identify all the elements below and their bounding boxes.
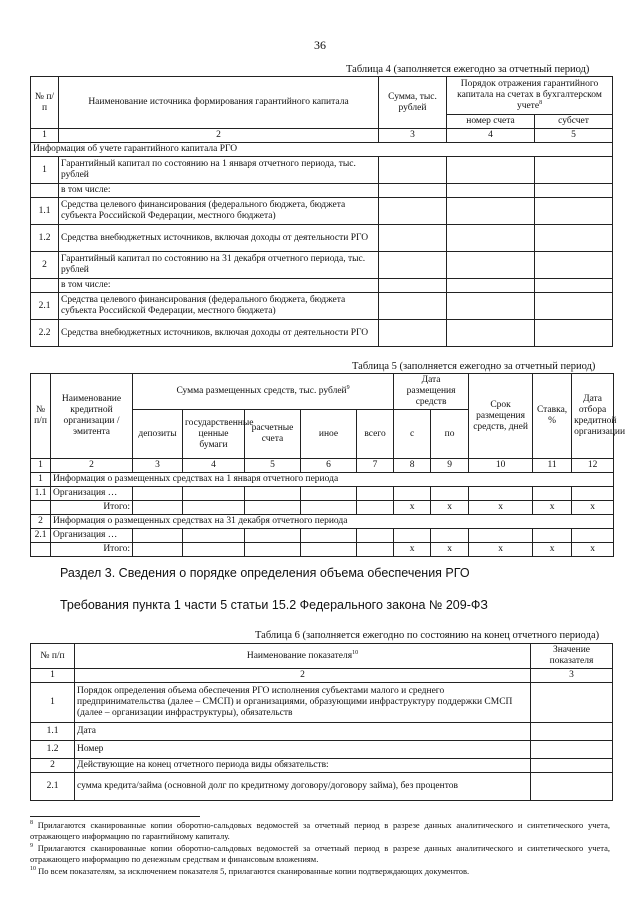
t6-header-name: Наименование показателя$^{10}$ xyxy=(75,644,531,669)
t5-cell-empty xyxy=(533,529,572,543)
t6-colnum: 2 xyxy=(75,669,531,683)
t6-cell-empty xyxy=(531,759,613,773)
t5-cell-empty xyxy=(301,501,357,515)
t4-cell-empty xyxy=(379,225,447,252)
t5-org-name: Организация … xyxy=(51,529,133,543)
t4-cell-empty xyxy=(535,225,613,252)
t4-row-name: Гарантийный капитал по состоянию на 31 декабря отчетного периода, тыс. рублей xyxy=(59,252,379,279)
t5-cell-empty xyxy=(572,487,614,501)
t4-cell-empty xyxy=(535,279,613,293)
t4-cell-empty xyxy=(447,225,535,252)
t5-header-total: всего xyxy=(357,410,394,459)
t4-cell-empty xyxy=(379,184,447,198)
t5-cell-empty xyxy=(394,487,431,501)
t4-cell-empty xyxy=(379,320,447,347)
t6-colnum: 1 xyxy=(31,669,75,683)
t4-cell-empty xyxy=(379,293,447,320)
t4-header-order: Порядок отражения гарантийного капитала на счетах в бухгалтерском учете$^8$ xyxy=(447,77,613,115)
table6 xyxy=(30,643,613,801)
t5-cell-empty xyxy=(301,487,357,501)
t5-cell-empty xyxy=(31,501,51,515)
t5-colnum: 2 xyxy=(51,459,133,473)
requirement-text: Требования пункта 1 части 5 статьи 15.2 Федерального закона № 209-ФЗ xyxy=(60,598,488,612)
t5-cell-empty xyxy=(357,529,394,543)
t5-cell-empty xyxy=(394,529,431,543)
t5-cell-empty xyxy=(245,487,301,501)
t4-cell-empty xyxy=(447,198,535,225)
t4-header-sum: Сумма, тыс. рублей xyxy=(379,77,447,129)
t4-cell-empty xyxy=(447,293,535,320)
t5-colnum: 8 xyxy=(394,459,431,473)
t4-row-no: 1.2 xyxy=(31,225,59,252)
t6-row-name: Порядок определения объема обеспечения РГО исполнения субъектами малого и среднего предпринимательства (далее – СМСП) и организациями, образующими инфраструктуру поддержки СМСП (далее – организации инфраструктуры), обязательств xyxy=(75,683,531,723)
t4-row-no: 2 xyxy=(31,252,59,279)
t5-header-rate: Ставка, % xyxy=(533,374,572,459)
t5-header-date: Дата размещения средств xyxy=(394,374,469,410)
table4 xyxy=(30,76,613,347)
t5-org-name: Организация … xyxy=(51,487,133,501)
t6-cell-empty xyxy=(531,773,613,801)
t4-row-name: в том числе: xyxy=(59,184,379,198)
t5-header-deposits: депозиты xyxy=(133,410,183,459)
t4-cell-empty xyxy=(379,157,447,184)
t5-cell-empty xyxy=(183,543,245,557)
t5-cell-empty xyxy=(133,501,183,515)
t5-header-from: с xyxy=(394,410,431,459)
t5-total-label: Итого: xyxy=(51,543,133,557)
t4-cell-empty xyxy=(535,252,613,279)
t6-row-no: 1 xyxy=(31,683,75,723)
footnote: $^{10}$ По всем показателям, за исключением показателя 5, прилагаются сканированные копии подтверждающих документов. xyxy=(30,866,470,876)
t4-info-row: Информация об учете гарантийного капитала РГО xyxy=(31,143,613,157)
table5 xyxy=(30,373,626,557)
t4-row-no: 2.1 xyxy=(31,293,59,320)
section-title: Раздел 3. Сведения о порядке определения объема обеспечения РГО xyxy=(60,566,470,580)
t5-cell-empty xyxy=(357,543,394,557)
t5-info-no: 1 xyxy=(31,473,51,487)
t5-colnum: 10 xyxy=(469,459,533,473)
t5-colnum: 1 xyxy=(31,459,51,473)
t6-cell-empty xyxy=(531,723,613,741)
t6-row-no: 2 xyxy=(31,759,75,773)
t4-row-name: в том числе: xyxy=(59,279,379,293)
t5-cell-empty xyxy=(301,529,357,543)
t4-cell-empty xyxy=(535,293,613,320)
t5-cell-empty xyxy=(572,529,614,543)
t5-header-no: № п/п xyxy=(31,374,51,459)
t4-colnum: 2 xyxy=(59,129,379,143)
t5-info-row: Информация о размещенных средствах на 1 января отчетного периода xyxy=(51,473,614,487)
t4-row-name: Гарантийный капитал по состоянию на 1 января отчетного периода, тыс. рублей xyxy=(59,157,379,184)
t4-cell-empty xyxy=(447,252,535,279)
t5-colnum: 3 xyxy=(133,459,183,473)
t4-colnum: 4 xyxy=(447,129,535,143)
t4-header-no: № п/п xyxy=(31,77,59,129)
t4-row-name: Средства целевого финансирования (федерального бюджета, бюджета субъекта Российской Федерации, местного бюджета) xyxy=(59,198,379,225)
t5-org-no: 2.1 xyxy=(31,529,51,543)
t5-x-mark: x xyxy=(394,543,431,557)
t4-cell-empty xyxy=(379,252,447,279)
t6-row-no: 1.1 xyxy=(31,723,75,741)
t4-row-no: 1 xyxy=(31,157,59,184)
t6-row-name: Номер xyxy=(75,741,531,759)
t5-colnum: 6 xyxy=(301,459,357,473)
t5-cell-empty xyxy=(357,501,394,515)
t4-cell-empty xyxy=(535,157,613,184)
t4-cell-empty xyxy=(447,320,535,347)
t6-colnum: 3 xyxy=(531,669,613,683)
t4-cell-empty xyxy=(535,184,613,198)
footnote: $^9$ Прилагаются сканированные копии оборотно-сальдовых ведомостей за отчетный период в разрезе данных аналитического и синтетического учета, отражающего информацию по денежным средствам и финансовым вложениям. xyxy=(30,843,610,864)
t6-header-value: Значение показателя xyxy=(531,644,613,669)
t5-x-mark: x xyxy=(431,501,469,515)
t5-x-mark: x xyxy=(533,501,572,515)
t5-colnum: 7 xyxy=(357,459,394,473)
t5-header-accounts: расчетные счета xyxy=(245,410,301,459)
t5-header-name: Наименование кредитной организации / эмитента xyxy=(51,374,133,459)
t5-header-sum: Сумма размещенных средств, тыс. рублей$^9$ xyxy=(133,374,394,410)
t4-cell-empty xyxy=(535,198,613,225)
t4-header-account: номер счета xyxy=(447,115,535,129)
t6-row-no: 2.1 xyxy=(31,773,75,801)
t5-cell-empty xyxy=(357,487,394,501)
t5-cell-empty xyxy=(533,487,572,501)
t4-cell-empty xyxy=(447,184,535,198)
t5-cell-empty xyxy=(133,529,183,543)
table6-caption: Таблица 6 (заполняется ежегодно по состоянию на конец отчетного периода) xyxy=(255,630,600,641)
t4-row-name: Средства целевого финансирования (федерального бюджета, бюджета субъекта Российской Федерации, местного бюджета) xyxy=(59,293,379,320)
t5-cell-empty xyxy=(245,543,301,557)
t4-colnum: 5 xyxy=(535,129,613,143)
t4-cell-empty xyxy=(447,279,535,293)
t5-cell-empty xyxy=(469,487,533,501)
t5-x-mark: x xyxy=(572,543,614,557)
t5-header-term: Срок размещения средств, дней xyxy=(469,374,533,459)
t4-header-name: Наименование источника формирования гарантийного капитала xyxy=(59,77,379,129)
t5-cell-empty xyxy=(133,543,183,557)
footnote: $^8$ Прилагаются сканированные копии оборотно-сальдовых ведомостей за отчетный период в разрезе данных аналитического и синтетического учета, отражающего информацию по гарантийному капиталу. xyxy=(30,820,610,841)
t5-colnum: 11 xyxy=(533,459,572,473)
t5-cell-empty xyxy=(31,543,51,557)
t5-org-no: 1.1 xyxy=(31,487,51,501)
t5-info-no: 2 xyxy=(31,515,51,529)
t5-header-other: иное xyxy=(301,410,357,459)
t5-x-mark: x xyxy=(431,543,469,557)
t5-cell-empty xyxy=(301,543,357,557)
t4-row-name: Средства внебюджетных источников, включая доходы от деятельности РГО xyxy=(59,320,379,347)
t4-cell-empty xyxy=(447,157,535,184)
t5-cell-empty xyxy=(183,487,245,501)
t5-colnum: 12 xyxy=(572,459,614,473)
t5-x-mark: x xyxy=(533,543,572,557)
t5-cell-empty xyxy=(431,529,469,543)
t5-cell-empty xyxy=(431,487,469,501)
t6-header-no: № п/п xyxy=(31,644,75,669)
t5-header-securities: государственные ценные бумаги xyxy=(183,410,245,459)
t4-row-name: Средства внебюджетных источников, включая доходы от деятельности РГО xyxy=(59,225,379,252)
t4-colnum: 1 xyxy=(31,129,59,143)
t5-x-mark: x xyxy=(394,501,431,515)
t4-cell-empty xyxy=(379,198,447,225)
t5-header-to: по xyxy=(431,410,469,459)
t6-row-no: 1.2 xyxy=(31,741,75,759)
t5-colnum: 4 xyxy=(183,459,245,473)
t5-x-mark: x xyxy=(469,543,533,557)
t5-x-mark: x xyxy=(469,501,533,515)
t4-row-no xyxy=(31,184,59,198)
t5-colnum: 5 xyxy=(245,459,301,473)
page-number: 36 xyxy=(314,38,326,52)
table4-caption: Таблица 4 (заполняется ежегодно за отчетный период) xyxy=(346,64,590,75)
t6-row-name: сумма кредита/займа (основной долг по кредитному договору/договору займа), без процентов xyxy=(75,773,531,801)
t4-row-no: 1.1 xyxy=(31,198,59,225)
t6-row-name: Действующие на конец отчетного периода виды обязательств: xyxy=(75,759,531,773)
t4-cell-empty xyxy=(535,320,613,347)
t5-cell-empty xyxy=(245,501,301,515)
t5-cell-empty xyxy=(183,501,245,515)
t4-header-subaccount: субсчет xyxy=(535,115,613,129)
t5-cell-empty xyxy=(183,529,245,543)
t5-cell-empty xyxy=(133,487,183,501)
footnote-separator xyxy=(30,816,200,817)
t4-row-no xyxy=(31,279,59,293)
t5-cell-empty xyxy=(245,529,301,543)
t6-cell-empty xyxy=(531,741,613,759)
t6-cell-empty xyxy=(531,683,613,723)
t5-x-mark: x xyxy=(572,501,614,515)
t6-row-name: Дата xyxy=(75,723,531,741)
table5-caption: Таблица 5 (заполняется ежегодно за отчетный период) xyxy=(352,361,596,372)
t5-info-row: Информация о размещенных средствах на 31 декабря отчетного периода xyxy=(51,515,614,529)
t4-row-no: 2.2 xyxy=(31,320,59,347)
t4-cell-empty xyxy=(379,279,447,293)
t5-header-selection: Дата отбора кредитной организации xyxy=(572,374,614,459)
t4-colnum: 3 xyxy=(379,129,447,143)
t5-colnum: 9 xyxy=(431,459,469,473)
t5-total-label: Итого: xyxy=(51,501,133,515)
t5-cell-empty xyxy=(469,529,533,543)
